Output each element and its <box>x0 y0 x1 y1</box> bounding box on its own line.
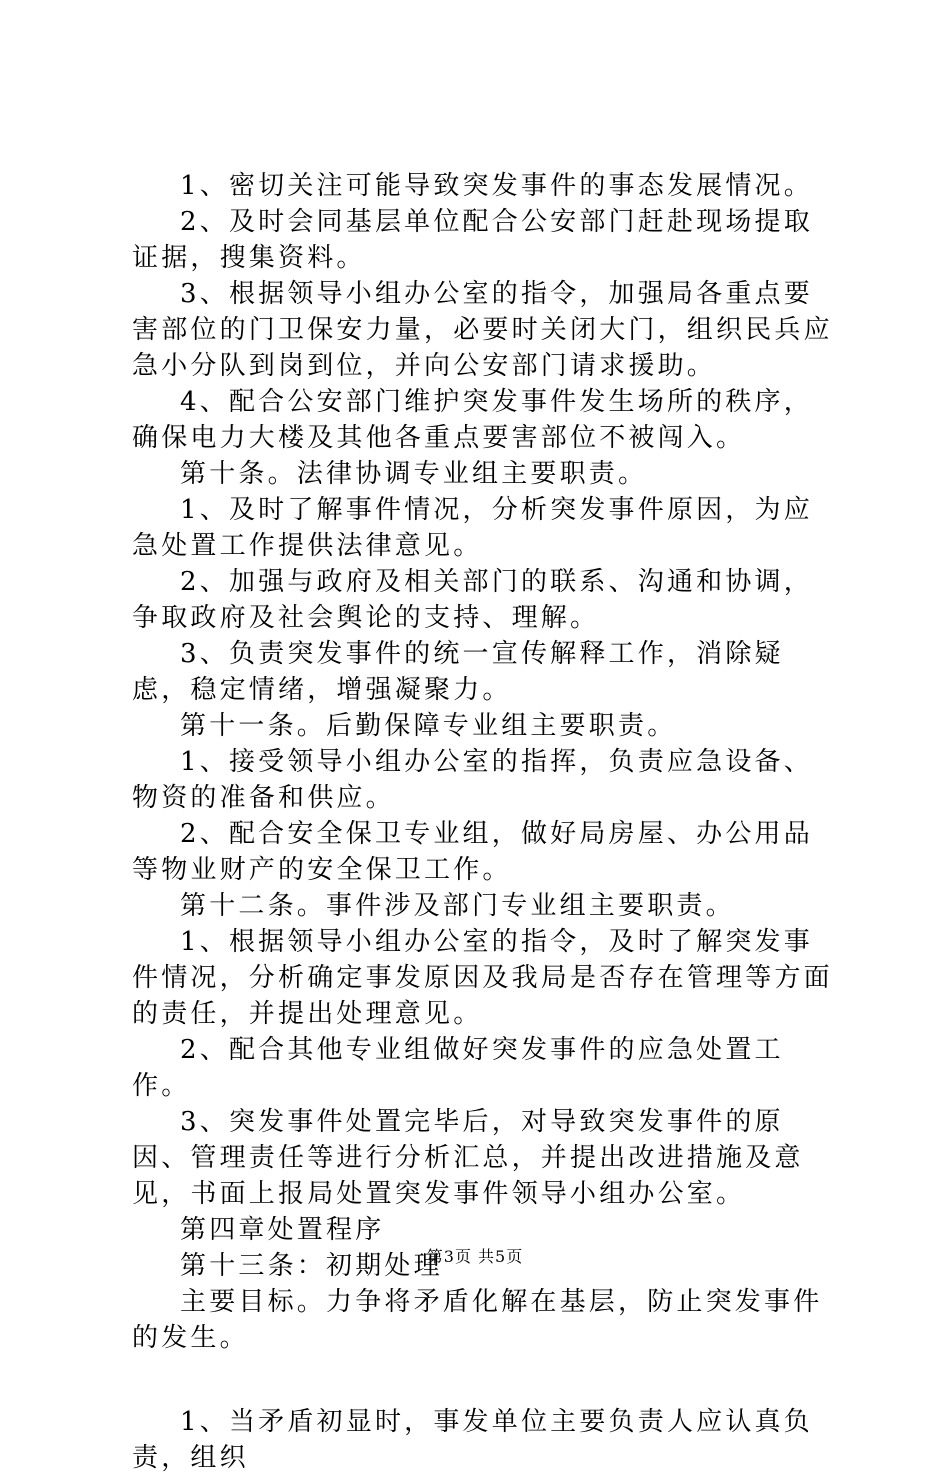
paragraph: 2、配合其他专业组做好突发事件的应急处置工作。 <box>132 1035 784 1101</box>
paragraph: 1、密切关注可能导致突发事件的事态发展情况。 <box>180 171 813 201</box>
section-heading: 第十三条：初期处理 <box>180 1251 443 1281</box>
paragraph: 1、当矛盾初显时，事发单位主要负责人应认真负责，组织 <box>132 1407 813 1473</box>
paragraph: 3、突发事件处置完毕后，对导致突发事件的原因、管理责任等进行分析汇总，并提出改进措施及意见，书面上报局处置突发事件领导小组办公室。 <box>132 1107 804 1209</box>
paragraph: 2、配合安全保卫专业组，做好局房屋、办公用品等物业财产的安全保卫工作。 <box>132 819 813 885</box>
paragraph: 4、配合公安部门维护突发事件发生场所的秩序，确保电力大楼及其他各重点要害部位不被闯入。 <box>132 387 813 453</box>
page-number-footer: 第3页 共5页 <box>426 1247 524 1266</box>
section-heading: 第十条。法律协调专业组主要职责。 <box>180 459 648 489</box>
paragraph: 2、及时会同基层单位配合公安部门赶赴现场提取证据，搜集资料。 <box>132 207 813 273</box>
document-body <box>132 168 837 1476</box>
paragraph: 1、及时了解事件情况，分析突发事件原因，为应急处置工作提供法律意见。 <box>132 495 813 561</box>
section-heading: 第十二条。事件涉及部门专业组主要职责。 <box>180 891 735 921</box>
paragraph: 1、接受领导小组办公室的指挥，负责应急设备、物资的准备和供应。 <box>132 747 813 813</box>
paragraph: 2、加强与政府及相关部门的联系、沟通和协调，争取政府及社会舆论的支持、理解。 <box>132 567 813 633</box>
section-heading: 第十一条。后勤保障专业组主要职责。 <box>180 711 677 741</box>
chapter-heading: 第四章处置程序 <box>180 1215 385 1245</box>
paragraph: 3、负责突发事件的统一宣传解释工作，消除疑虑，稳定情绪，增强凝聚力。 <box>132 639 784 705</box>
paragraph: 1、根据领导小组办公室的指令，及时了解突发事件情况，分析确定事发原因及我局是否存在管理等方面的责任，并提出处理意见。 <box>132 927 833 1029</box>
paragraph: 3、根据领导小组办公室的指令，加强局各重点要害部位的门卫保安力量，必要时关闭大门，组织民兵应急小分队到岗到位，并向公安部门请求援助。 <box>132 279 833 381</box>
paragraph: 主要目标。力争将矛盾化解在基层，防止突发事件的发生。 <box>132 1287 823 1353</box>
